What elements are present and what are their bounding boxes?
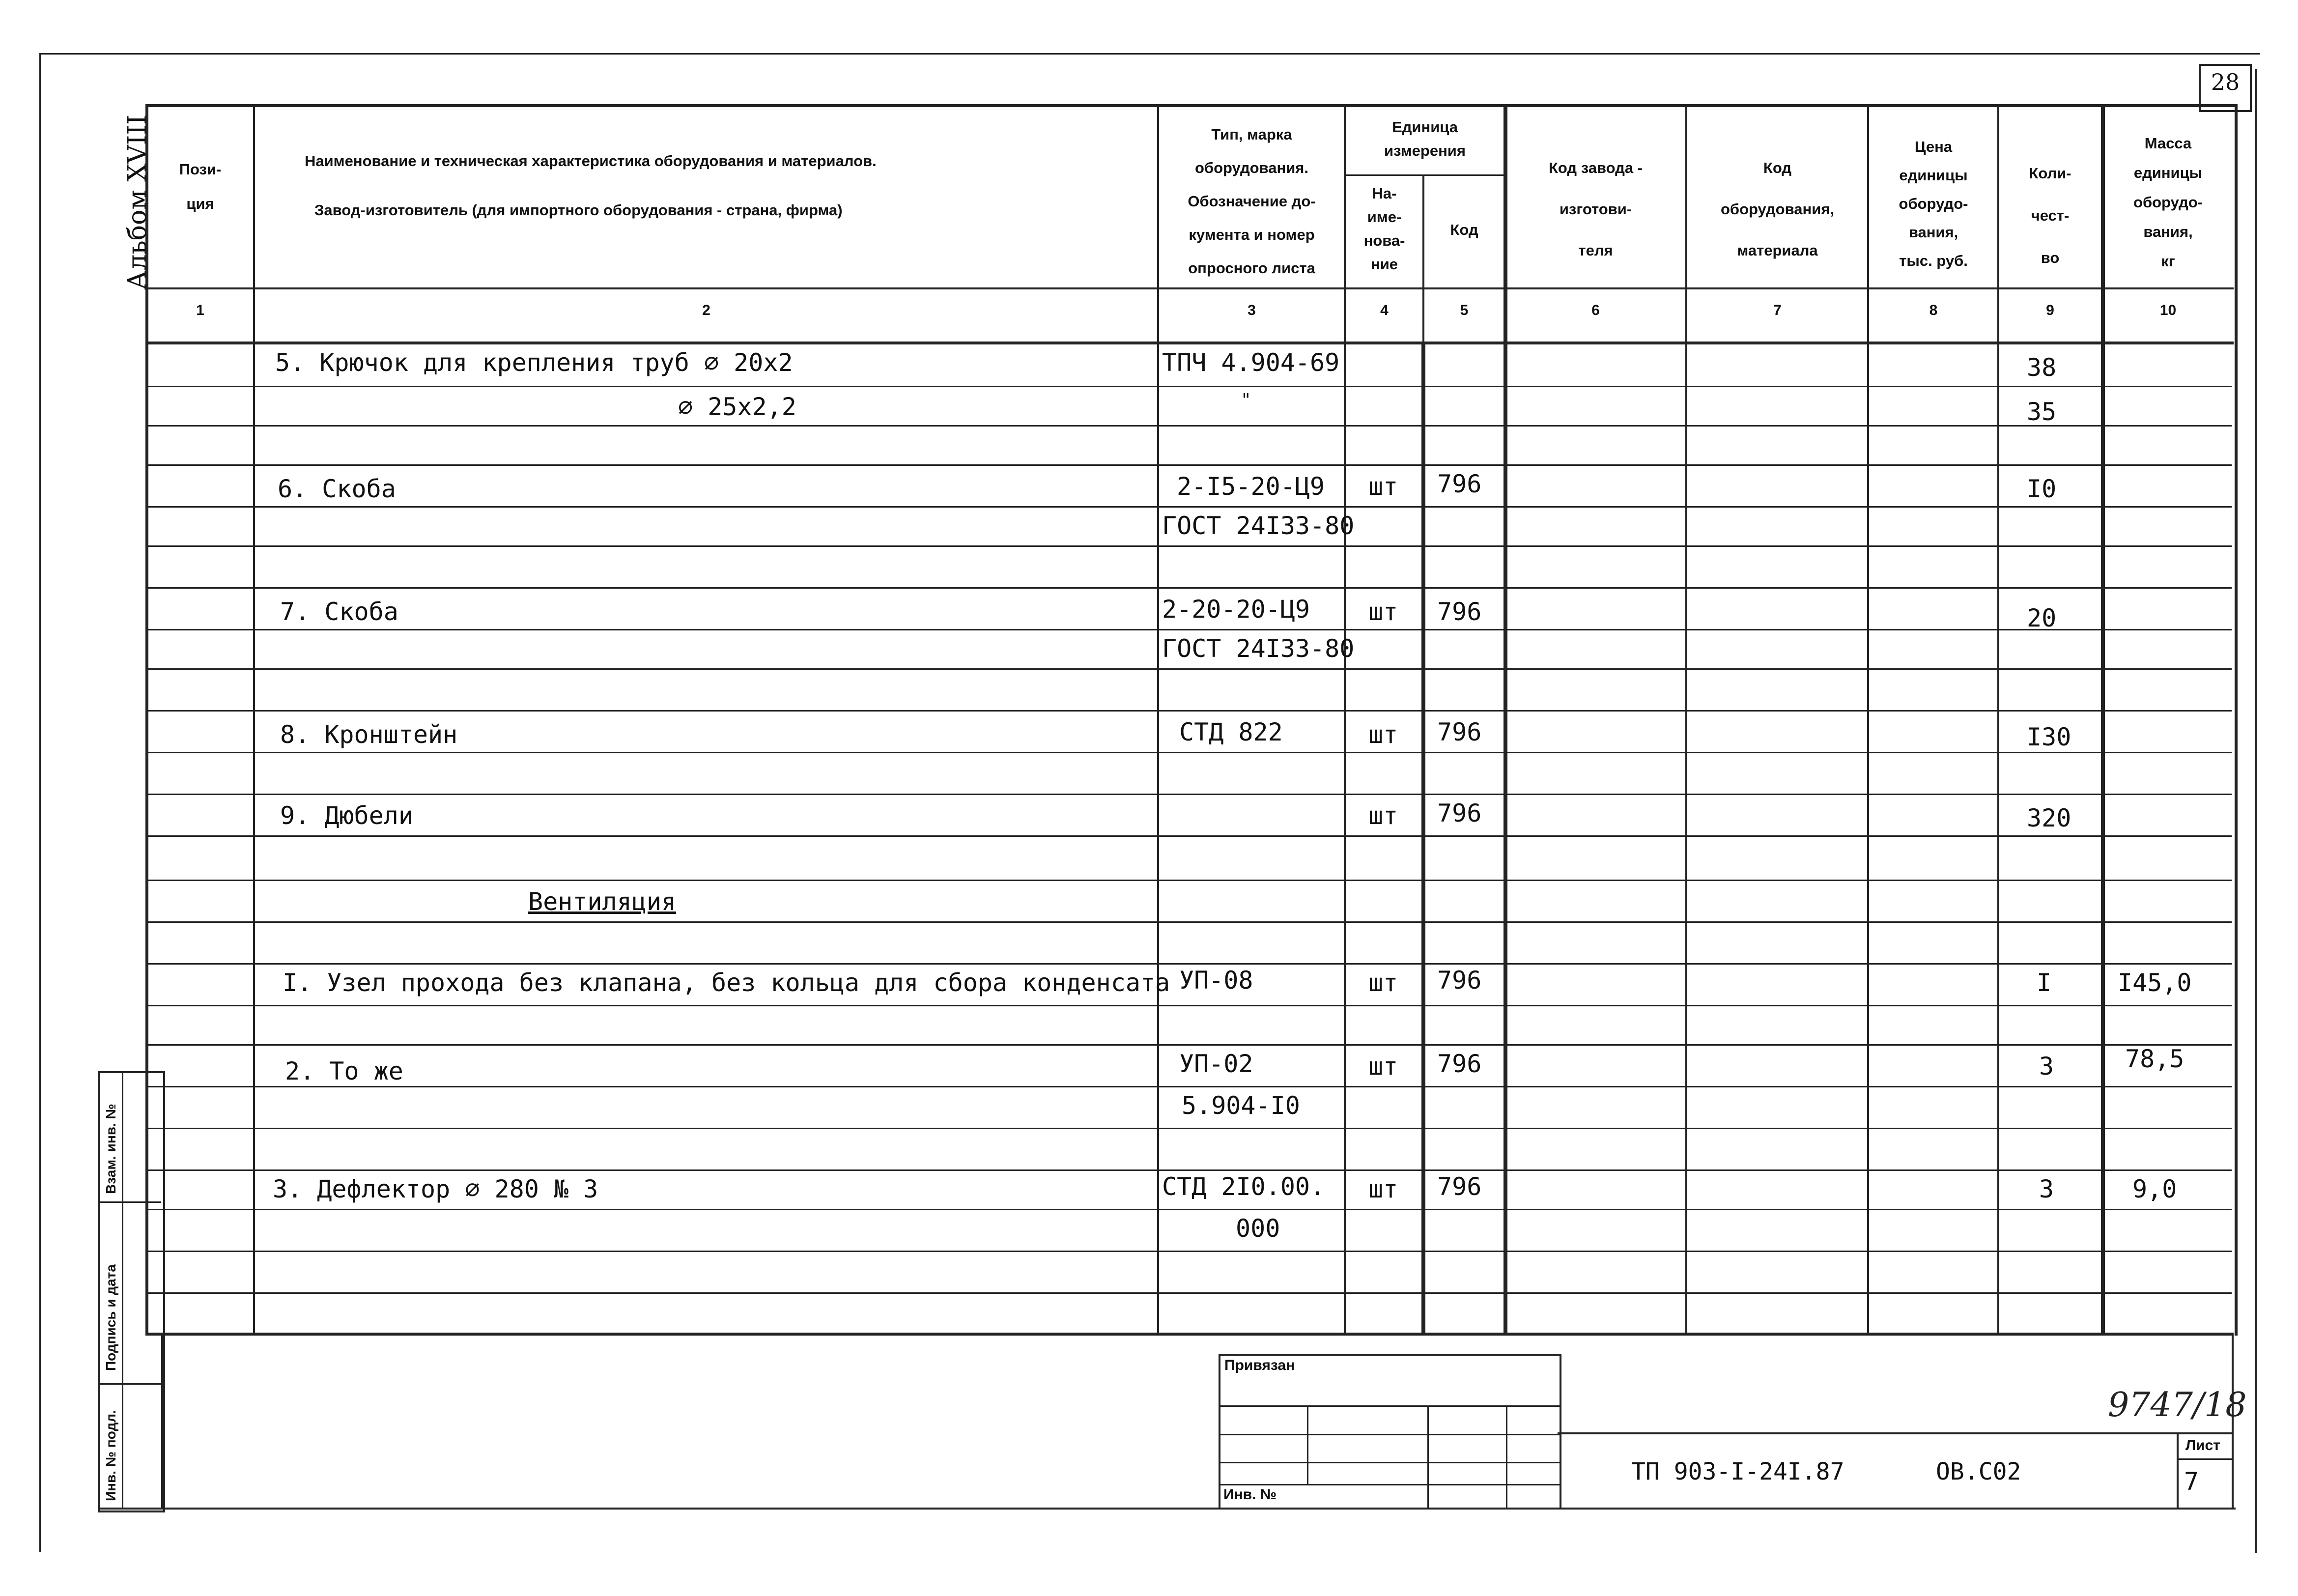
- colnum-5: 5: [1460, 302, 1469, 318]
- doc-code-top: [1558, 1432, 2234, 1434]
- row-mass: I45,0: [2118, 969, 2192, 997]
- header-col2-line2: Завод-изготовитель (для импортного оборудования - страна, фирма): [314, 201, 843, 219]
- row-name: 3. Дефлектор ∅ 280 № 3: [273, 1175, 598, 1203]
- body-rule: [147, 668, 2232, 670]
- row-type: 5.904-I0: [1182, 1091, 1300, 1120]
- album-label: Альбом XVIII: [123, 114, 152, 290]
- colnum-3: 3: [1248, 302, 1256, 318]
- body-rule: [147, 386, 2232, 387]
- col-divider-4: [1422, 174, 1424, 346]
- colnum-8: 8: [1929, 302, 1938, 318]
- row-code: 796: [1437, 1172, 1482, 1201]
- body-rule: [147, 710, 2232, 712]
- col-divider-5: [1504, 104, 1507, 1333]
- col-divider-9: [2101, 104, 2105, 1333]
- header-col9: Коли- чест- во: [2029, 165, 2071, 266]
- col-divider-7: [1867, 104, 1869, 1333]
- inv-no-label: Инв. №: [1223, 1486, 1277, 1503]
- col-divider-4-body: [1421, 342, 1425, 1333]
- row-unit: шт: [1368, 1175, 1398, 1203]
- colnum-2: 2: [702, 302, 710, 318]
- row-unit: шт: [1368, 969, 1398, 997]
- row-qty: I0: [2027, 475, 2057, 503]
- header-col4: На- име- нова- ние: [1363, 185, 1405, 273]
- row-code: 796: [1437, 799, 1482, 827]
- side-stamp-inv-podl: Инв. № подл.: [103, 1410, 118, 1501]
- body-rule: [147, 921, 2232, 923]
- row-code: 796: [1437, 1050, 1482, 1078]
- row-qty: 3: [2039, 1175, 2054, 1203]
- privyazan-rule: [1219, 1462, 1560, 1463]
- body-rule: [147, 794, 2232, 795]
- privyazan-col: [1307, 1405, 1308, 1484]
- row-name: 8. Кронштейн: [280, 720, 458, 749]
- row-qty: 38: [2027, 353, 2057, 382]
- row-name: 7. Скоба: [280, 598, 398, 626]
- row-type: УП-02: [1179, 1050, 1253, 1078]
- row-unit: шт: [1368, 801, 1398, 830]
- colnum-bottom-line: [145, 342, 2234, 344]
- header-col2-line1: Наименование и техническая характеристика оборудования и материалов.: [305, 152, 877, 170]
- row-unit: шт: [1368, 472, 1398, 501]
- row-name: 9. Дюбели: [280, 801, 413, 830]
- header-col6: Код завода - изготови- теля: [1548, 159, 1643, 259]
- body-rule: [147, 1128, 2232, 1129]
- doc-mark: ОВ.С02: [1936, 1458, 2021, 1485]
- sheet-label: Лист: [2185, 1437, 2220, 1454]
- body-rule: [147, 835, 2232, 837]
- privyazan-rule: [1219, 1434, 1560, 1435]
- col-divider-1: [253, 104, 255, 1333]
- row-qty: I: [2037, 969, 2052, 997]
- row-unit: шт: [1368, 1052, 1398, 1081]
- body-rule: [147, 752, 2232, 753]
- doc-code: ТП 903-I-24I.87: [1631, 1458, 1844, 1485]
- row-unit: шт: [1368, 598, 1398, 626]
- row-type: 000: [1236, 1214, 1280, 1243]
- row-type: ": [1241, 390, 1251, 410]
- row-code: 796: [1437, 966, 1482, 995]
- row-name: I. Узел прохода без клапана, без кольца для сбора конденсата: [283, 969, 1170, 997]
- sheet-left-edge: [39, 53, 41, 1552]
- body-rule: [147, 1292, 2232, 1294]
- row-unit: шт: [1368, 720, 1398, 749]
- body-rule: [147, 1169, 2232, 1171]
- header-col8: Цена единицы оборудо- вания, тыс. руб.: [1899, 138, 1968, 269]
- colnum-4: 4: [1380, 302, 1389, 318]
- colnum-7: 7: [1773, 302, 1782, 318]
- row-type: СТД 822: [1179, 718, 1283, 746]
- colnum-9: 9: [2046, 302, 2054, 318]
- row-qty: 320: [2027, 804, 2071, 832]
- privyazan-col: [1506, 1405, 1507, 1508]
- side-stamp-vzam: Взам. инв. №: [103, 1104, 118, 1194]
- bottom-area-base: [98, 1508, 2236, 1510]
- body-rule: [147, 629, 2232, 630]
- header-col5: Код: [1450, 221, 1478, 238]
- table-bottom-line: [145, 1333, 2234, 1336]
- row-type: УП-08: [1179, 966, 1253, 995]
- row-qty: 35: [2027, 398, 2057, 426]
- body-rule: [147, 506, 2232, 508]
- row-mass: 9,0: [2132, 1175, 2177, 1203]
- row-qty: 20: [2027, 604, 2057, 632]
- header-col3: Тип, марка оборудования. Обозначение до- кумента и номер опросного листа: [1188, 126, 1316, 277]
- handwritten-number: 9747/18: [2108, 1386, 2247, 1425]
- row-type: 2-I5-20-Ц9: [1177, 472, 1325, 501]
- header-col10: Масса единицы оборудо- вания, кг: [2133, 135, 2203, 270]
- body-rule: [147, 587, 2232, 589]
- row-type: ГОСТ 24I33-80: [1162, 512, 1355, 540]
- header-unit-group: Единица измерения: [1384, 118, 1466, 159]
- row-type: СТД 2I0.00.: [1162, 1172, 1325, 1201]
- sheet-top-edge: [39, 53, 2260, 55]
- row-name: 6. Скоба: [278, 475, 396, 503]
- header-bottom-line: [145, 287, 2234, 289]
- privyazan-rule: [1219, 1405, 1560, 1407]
- side-stamp-podpis: Подпись и дата: [103, 1264, 118, 1371]
- corner-number: 28: [2211, 69, 2240, 95]
- colnum-6: 6: [1591, 302, 1600, 318]
- sheet-right-edge: [2255, 69, 2257, 1553]
- col-divider-6: [1685, 104, 1687, 1333]
- row-qty: I30: [2027, 723, 2071, 751]
- section-heading: Вентиляция: [528, 887, 677, 916]
- sheet-number: 7: [2184, 1467, 2199, 1496]
- colnum-1: 1: [196, 302, 204, 318]
- row-mass: 78,5: [2125, 1045, 2185, 1073]
- row-qty: 3: [2039, 1052, 2054, 1081]
- row-type: 2-20-20-Ц9: [1162, 595, 1310, 624]
- row-name: ∅ 25х2,2: [678, 393, 796, 421]
- colnum-10: 10: [2159, 302, 2177, 318]
- sheet-number-rule: [2177, 1458, 2233, 1460]
- body-rule: [147, 464, 2232, 466]
- header-col1: Пози- ция: [179, 161, 222, 212]
- privyazan-label: Привязан: [1224, 1357, 1295, 1373]
- header-col7: Код оборудования, материала: [1720, 159, 1834, 259]
- body-rule: [147, 1005, 2232, 1006]
- row-name: 5. Крючок для крепления труб ∅ 20х2: [275, 348, 793, 377]
- side-stamp-rule: [98, 1201, 161, 1203]
- bottom-area-left: [161, 1333, 163, 1510]
- body-rule: [147, 1044, 2232, 1046]
- body-rule: [147, 963, 2232, 965]
- body-rule: [147, 545, 2232, 547]
- body-rule: [147, 1086, 2232, 1087]
- body-rule: [147, 880, 2232, 881]
- body-rule: [147, 1251, 2232, 1252]
- row-code: 796: [1437, 598, 1482, 626]
- row-code: 796: [1437, 470, 1482, 498]
- privyazan-rule: [1219, 1484, 1560, 1485]
- body-rule: [147, 1209, 2232, 1210]
- row-code: 796: [1437, 718, 1482, 746]
- col-divider-3: [1344, 104, 1346, 1333]
- col-divider-8: [1997, 104, 1999, 1333]
- side-stamp-rule: [98, 1383, 161, 1385]
- privyazan-col: [1427, 1405, 1429, 1508]
- row-type: ТПЧ 4.904-69: [1162, 348, 1340, 377]
- row-name: 2. То же: [285, 1057, 403, 1085]
- col-divider-2: [1157, 104, 1159, 1333]
- body-rule: [147, 425, 2232, 427]
- side-stamp-divider: [122, 1071, 123, 1509]
- row-type: ГОСТ 24I33-80: [1162, 634, 1355, 663]
